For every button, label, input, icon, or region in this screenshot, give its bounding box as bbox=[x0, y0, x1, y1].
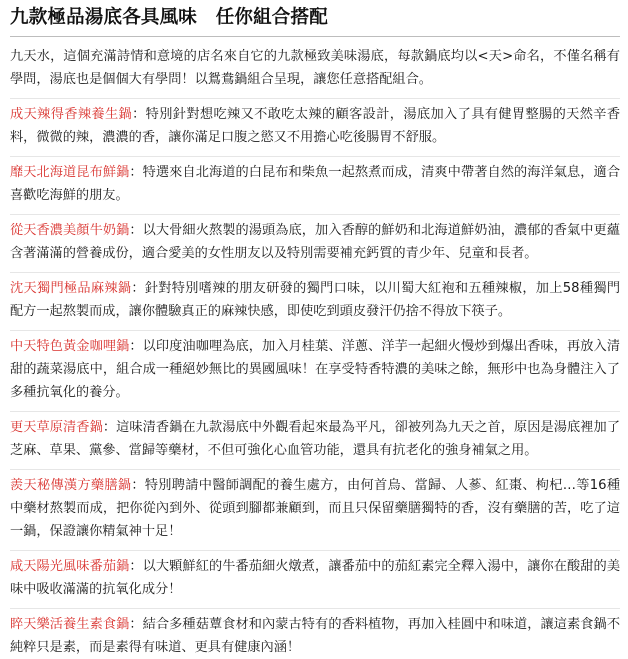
soup-item bbox=[10, 156, 620, 207]
soup-description: 特別聘請中醫師調配的養生處方，由何首烏、當歸、人蔘、紅棗、枸杞…等16種中藥材熬製而成，把你從內到外、從頭到腳都兼顧到，而且只保留藥膳獨特的香，沒有藥膳的苦，吃了這一鍋，保證讓你精氣神十足！ bbox=[10, 478, 621, 539]
soup-name: 靡天北海道昆布鮮鍋 bbox=[10, 165, 130, 180]
soup-separator: ： bbox=[102, 420, 117, 435]
soup-name: 沈天獨門極品麻辣鍋 bbox=[10, 281, 132, 296]
soup-separator: ： bbox=[131, 281, 145, 296]
soup-name: 中天特色黃金咖哩鍋 bbox=[10, 339, 130, 354]
soup-separator: ： bbox=[129, 559, 143, 574]
soup-name: 從天香濃美顏牛奶鍋 bbox=[10, 223, 130, 238]
soup-item bbox=[10, 550, 620, 601]
soup-description: 特選來自北海道的白昆布和柴魚一起熬煮而成，清爽中帶著自然的海洋氣息，適合喜歡吃海鮮的朋友。 bbox=[10, 165, 621, 203]
soup-description: 以大骨細火熬製的湯頭為底，加入香醇的鮮奶和北海道鮮奶油，濃郁的香氣中更蘊含著滿滿的營養成份，適合愛美的女性朋友以及特別需要補充鈣質的青少年、兒童和長者。 bbox=[10, 223, 621, 261]
soup-description: 以印度油咖哩為底，加入月桂葉、洋蔥、洋芋一起細火慢炒到爆出香味，再放入清甜的蔬菜湯底中，組合成一種絕妙無比的異國風味！在享受特香特濃的美味之餘，無形中也為身體注入了多種抗氧化的養分。 bbox=[10, 339, 621, 400]
soup-separator: ： bbox=[129, 165, 143, 180]
soup-description: 針對特別嗜辣的朋友研發的獨門口味，以川蜀大紅袍和五種辣椒，加上58種獨門配方一起熬製而成，讓你體驗真正的麻辣快感，即使吃到頭皮發汗仍捨不得放下筷子。 bbox=[10, 281, 621, 319]
soup-name: 睟天樂活養生素食鍋 bbox=[10, 617, 130, 632]
soup-description: 特別針對想吃辣又不敢吃太辣的顧客設計，湯底加入了具有健胃整腸的天然辛香料，微微的辣，濃濃的香，讓你滿足口腹之慾又不用擔心吃後腸胃不舒服。 bbox=[10, 107, 621, 145]
title-divider bbox=[10, 36, 620, 37]
intro-paragraph: 九天水，這個充滿詩情和意境的店名來自它的九款極致美味湯底，每款鍋底均以<天>命名，不僅名稱有學問，湯底也是個個大有學問！以鴛鴦鍋組合呈現，讓您任意搭配組合。 bbox=[10, 49, 620, 87]
soup-description: 以大顆鮮紅的牛番茄細火燉煮，讓番茄中的茄紅素完全釋入湯中，讓你在酸甜的美味中吸收滿滿的抗氧化成分！ bbox=[10, 559, 621, 597]
soup-item bbox=[10, 608, 620, 659]
soup-separator: ： bbox=[129, 617, 143, 632]
soup-item bbox=[10, 330, 620, 404]
soup-separator: ： bbox=[132, 107, 146, 122]
soup-item bbox=[10, 98, 620, 149]
soup-item bbox=[10, 469, 620, 543]
soup-separator: ： bbox=[131, 478, 145, 493]
soup-name: 成天辣得香辣養生鍋 bbox=[10, 107, 133, 122]
soup-item bbox=[10, 411, 620, 462]
soup-name: 羨天秘傳漢方藥膳鍋 bbox=[10, 478, 132, 493]
soup-separator: ： bbox=[129, 223, 143, 238]
soup-description: 這味清香鍋在九款湯底中外觀看起來最為平凡，卻被列為九天之首，原因是湯底裡加了芝麻、草果、黨參、當歸等藥材，不但可強化心血管功能，還具有抗老化的強身補氣之用。 bbox=[10, 420, 621, 458]
soup-name: 咸天陽光風味番茄鍋 bbox=[10, 559, 130, 574]
page-title: 九款極品湯底各具風味 任你組合搭配 bbox=[10, 7, 328, 28]
soup-separator: ： bbox=[129, 339, 143, 354]
soup-description: 結合多種菇蕈食材和內蒙古特有的香料植物，再加入桂圓中和味道，讓這素食鍋不純粹只是素，而是素得有味道、更具有健康內涵！ bbox=[10, 617, 621, 655]
soup-item bbox=[10, 272, 620, 323]
soup-item bbox=[10, 214, 620, 265]
soup-name: 更天草原清香鍋 bbox=[10, 420, 103, 435]
